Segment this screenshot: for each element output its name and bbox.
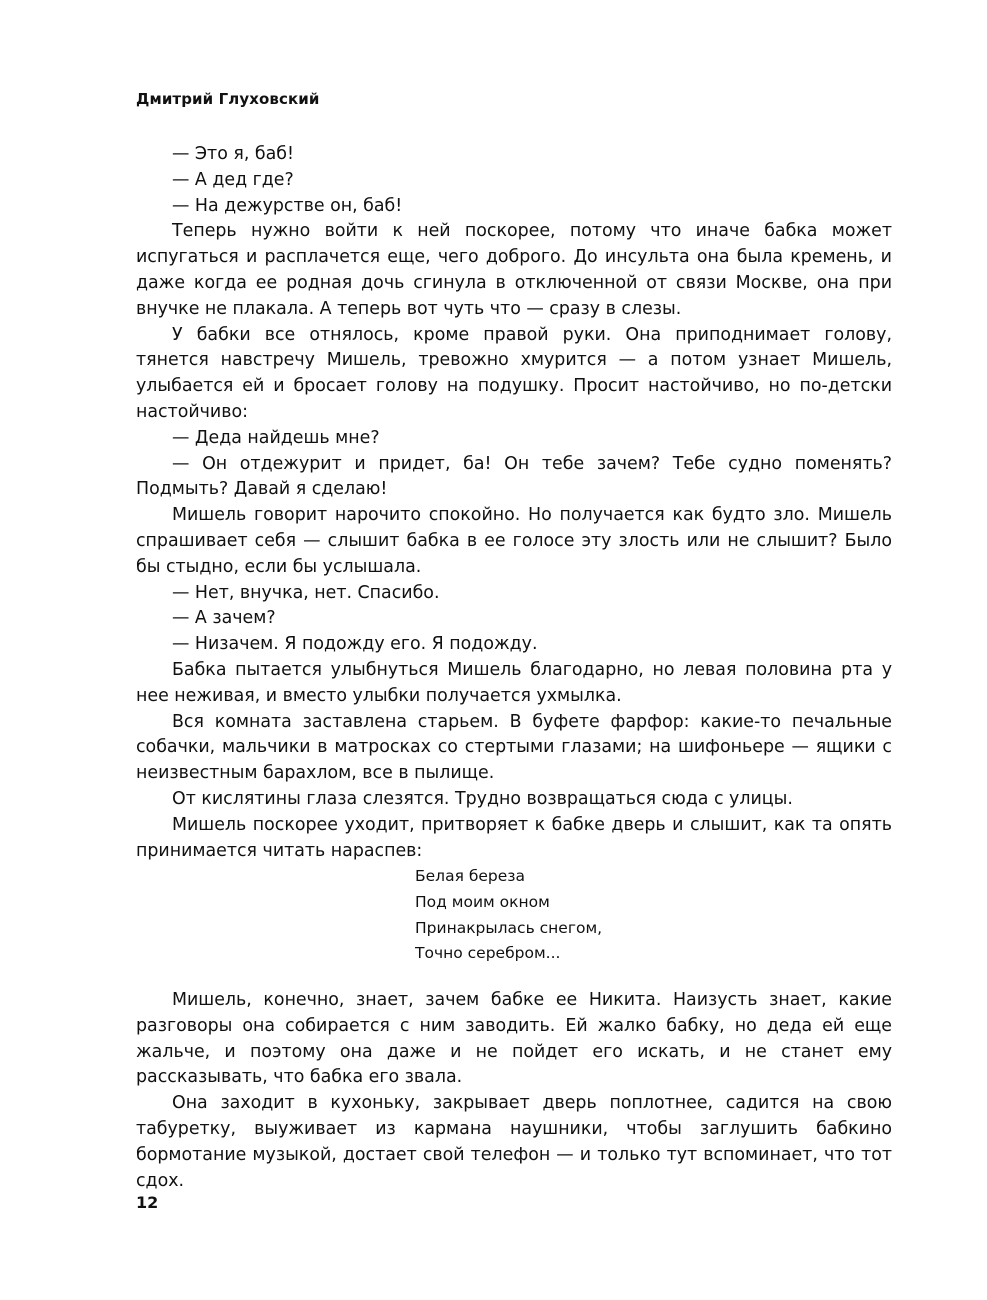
paragraph: У бабки все отнялось, кроме правой руки. Она приподнимает голову, тянется навстречу Мишель, тревожно хмурится — а потом узнает Мишель, улыбается ей и бросает голову на подушку. Просит настойчиво, но по-детски настойчиво: [136, 324, 892, 422]
paragraph: Мишель говорит нарочито спокойно. Но получается как будто зло. Мишель спрашивает себя — слышит бабка в ее голосе эту злость или не слышит? Было бы стыдно, если бы услышала. [136, 505, 892, 577]
poem-block [415, 864, 602, 967]
paragraph: — Нет, внучка, нет. Спасибо. [172, 582, 440, 603]
poem-line: Под моим окном [415, 892, 550, 911]
paragraph: Мишель поскорее уходит, притворяет к бабке дверь и слышит, как та опять принимается читать нараспев: [136, 814, 892, 861]
paragraph: — Деда найдешь мне? [172, 427, 380, 448]
paragraph: Она заходит в кухоньку, закрывает дверь поплотнее, садится на свою табуретку, выуживает из кармана наушники, чтобы заглушить бабкино бормотание музыкой, достает свой телефон — и только тут вспоминает, что тот сдох. [136, 1093, 892, 1191]
paragraph: Мишель, конечно, знает, зачем бабке ее Никита. Наизусть знает, какие разговоры она собирается с ним заводить. Ей жалко бабку, но деда ей еще жальче, и поэтому она даже и не пойдет его искать, и не станет ему рассказывать, что бабка его звала. [136, 990, 892, 1088]
paragraph: Теперь нужно войти к ней поскорее, потому что иначе бабка может испугаться и расплачется еще, чего доброго. До инсульта она была кремень, и даже когда ее родная дочь сгинула в отключенной от связи Москве, она при внучке не плакала. А теперь вот чуть что — сразу в слезы. [136, 221, 892, 319]
poem-line: Принакрылась снегом, [415, 918, 603, 937]
paragraph: — Он отдежурит и придет, ба! Он тебе зачем? Тебе судно поменять? Подмыть? Давай я сделаю! [136, 453, 892, 500]
paragraph: — На дежурстве он, баб! [172, 195, 403, 216]
paragraph: Вся комната заставлена старьем. В буфете фарфор: какие-то печальные собачки, мальчики в матросках со стертыми глазами; на шифоньере — ящики с неизвестным барахлом, все в пылище. [136, 711, 892, 784]
paragraph: От кислятины глаза слезятся. Трудно возвращаться сюда с улицы. [172, 788, 793, 809]
paragraph: — Низачем. Я подожду его. Я подожду. [172, 634, 538, 655]
paragraph: — А зачем? [172, 608, 276, 629]
main-text-block [136, 142, 892, 864]
paragraph: — Это я, баб! [172, 144, 294, 164]
paragraph: — А дед где? [172, 169, 294, 190]
paragraph: Бабка пытается улыбнуться Мишель благодарно, но левая половина рта у нее неживая, и вместо улыбки получается ухмылка. [136, 659, 892, 706]
poem-line: Точно серебром... [415, 944, 561, 963]
poem-line: Белая береза [415, 867, 526, 885]
main-text-block-after-poem [136, 988, 892, 1194]
running-header-author: Дмитрий Глуховский [136, 90, 320, 108]
page-number: 12 [136, 1193, 159, 1212]
